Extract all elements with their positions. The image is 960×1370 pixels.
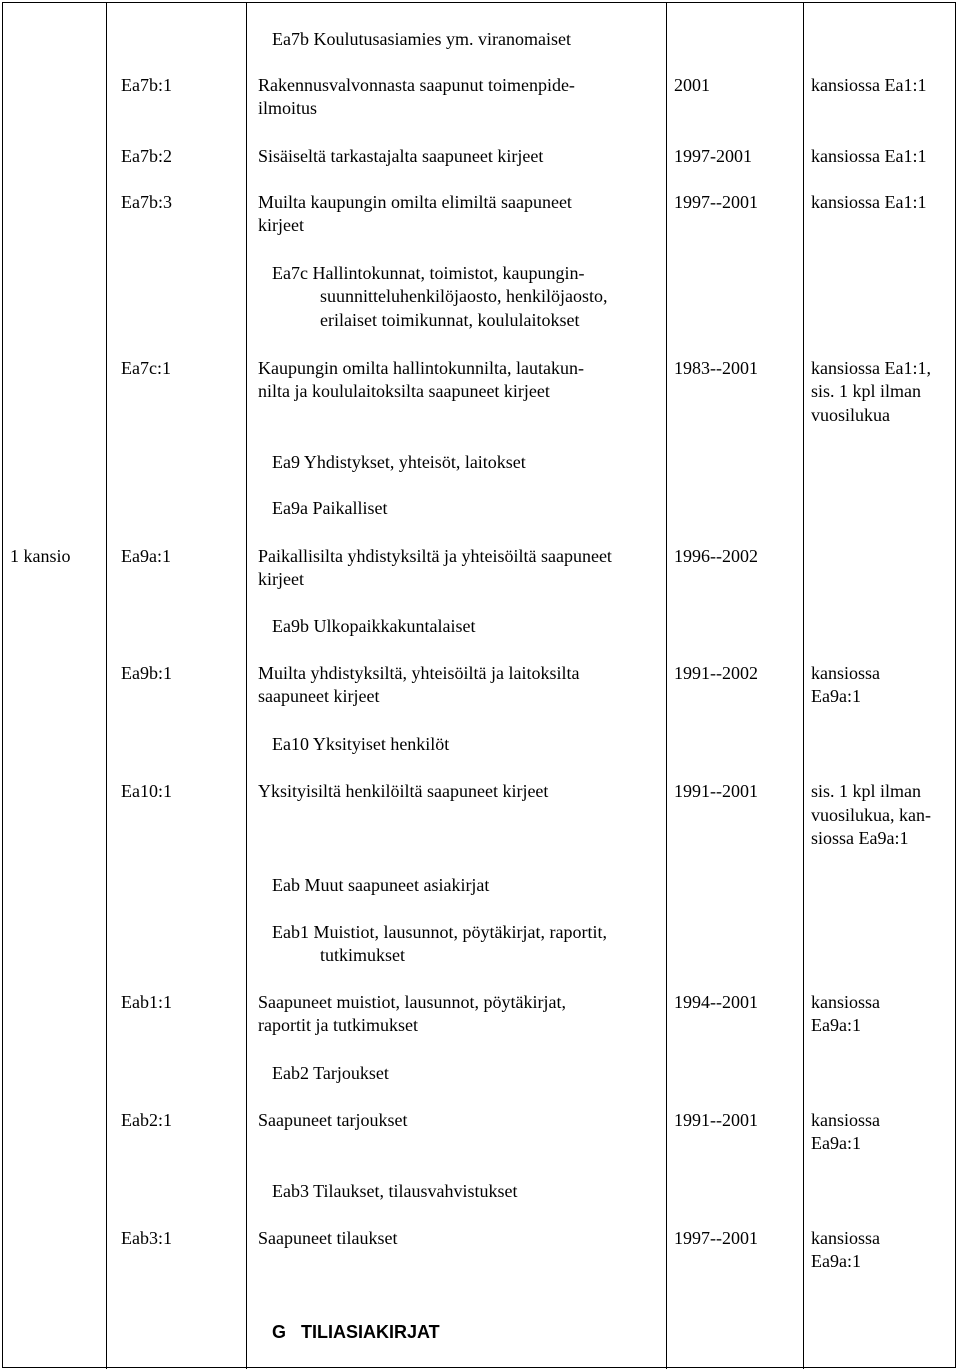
row-description: raportit ja tutkimukset — [258, 1015, 418, 1035]
row-note: Ea9a:1 — [811, 1251, 861, 1271]
row-note: siossa Ea9a:1 — [811, 828, 909, 848]
row-note: kansiossa Ea1:1, — [811, 358, 931, 378]
row-description: kirjeet — [258, 569, 304, 589]
row-code: Eab3:1 — [121, 1228, 172, 1248]
row-note: sis. 1 kpl ilman — [811, 381, 922, 401]
row-description: Kaupungin omilta hallintokunnilta, lautakun- — [258, 358, 584, 378]
section-heading: tutkimukset — [320, 945, 405, 965]
row-note: vuosilukua — [811, 405, 890, 425]
section-heading: erilaiset toimikunnat, koululaitokset — [320, 310, 580, 330]
row-code: Ea10:1 — [121, 781, 172, 801]
row-years: 1997-2001 — [674, 146, 752, 166]
row-description: Saapuneet tilaukset — [258, 1228, 398, 1248]
section-heading: Ea10 Yksityiset henkilöt — [272, 734, 450, 754]
row-note: kansiossa — [811, 1110, 880, 1130]
row-note: sis. 1 kpl ilman — [811, 781, 922, 801]
row-description: Yksityisiltä henkilöiltä saapuneet kirjeet — [258, 781, 549, 801]
column-divider — [803, 3, 804, 1369]
row-code: Ea7b:3 — [121, 192, 172, 212]
row-count: 1 kansio — [10, 546, 71, 566]
row-note: Ea9a:1 — [811, 1133, 861, 1153]
row-description: Sisäiseltä tarkastajalta saapuneet kirjeet — [258, 146, 544, 166]
row-code: Ea7b:1 — [121, 75, 172, 95]
section-heading: Eab3 Tilaukset, tilausvahvistukset — [272, 1181, 518, 1201]
row-note: vuosilukua, kan- — [811, 805, 931, 825]
row-years: 2001 — [674, 75, 710, 95]
row-description: ilmoitus — [258, 98, 318, 118]
main-heading: G TILIASIAKIRJAT — [272, 1322, 440, 1342]
row-note: kansiossa — [811, 663, 880, 683]
row-description: nilta ja koululaitoksilta saapuneet kirjeet — [258, 381, 550, 401]
section-heading: Eab Muut saapuneet asiakirjat — [272, 875, 490, 895]
row-years: 1996--2002 — [674, 546, 758, 566]
row-code: Ea7b:2 — [121, 146, 172, 166]
column-divider — [666, 3, 667, 1369]
row-years: 1997--2001 — [674, 192, 758, 212]
row-description: Saapuneet muistiot, lausunnot, pöytäkirjat, — [258, 992, 566, 1012]
row-description: Rakennusvalvonnasta saapunut toimenpide- — [258, 75, 575, 95]
row-description: Muilta kaupungin omilta elimiltä saapuneet — [258, 192, 572, 212]
row-description: Paikallisilta yhdistyksiltä ja yhteisöiltä saapuneet — [258, 546, 612, 566]
column-divider — [106, 3, 107, 1369]
section-heading: Eab1 Muistiot, lausunnot, pöytäkirjat, raportit, — [272, 922, 607, 942]
section-heading: Ea9a Paikalliset — [272, 498, 388, 518]
section-heading: Ea9 Yhdistykset, yhteisöt, laitokset — [272, 452, 526, 472]
row-description: saapuneet kirjeet — [258, 686, 380, 706]
row-note: Ea9a:1 — [811, 1015, 861, 1035]
row-note: kansiossa — [811, 992, 880, 1012]
row-code: Eab1:1 — [121, 992, 172, 1012]
row-code: Eab2:1 — [121, 1110, 172, 1130]
row-years: 1994--2001 — [674, 992, 758, 1012]
section-heading: Ea7b Koulutusasiamies ym. viranomaiset — [272, 29, 571, 49]
row-note: kansiossa — [811, 1228, 880, 1248]
column-divider — [246, 3, 247, 1369]
row-note: kansiossa Ea1:1 — [811, 75, 927, 95]
row-description: Muilta yhdistyksiltä, yhteisöiltä ja laitoksilta — [258, 663, 580, 683]
section-heading: Eab2 Tarjoukset — [272, 1063, 389, 1083]
row-note: Ea9a:1 — [811, 686, 861, 706]
section-heading: suunnitteluhenkilöjaosto, henkilöjaosto, — [320, 286, 608, 306]
row-note: kansiossa Ea1:1 — [811, 192, 927, 212]
section-heading: Ea9b Ulkopaikkakuntalaiset — [272, 616, 476, 636]
row-code: Ea9a:1 — [121, 546, 171, 566]
row-note: kansiossa Ea1:1 — [811, 146, 927, 166]
row-years: 1991--2002 — [674, 663, 758, 683]
row-code: Ea7c:1 — [121, 358, 171, 378]
row-years: 1991--2001 — [674, 781, 758, 801]
row-years: 1991--2001 — [674, 1110, 758, 1130]
row-description: Saapuneet tarjoukset — [258, 1110, 408, 1130]
row-years: 1997--2001 — [674, 1228, 758, 1248]
section-heading: Ea7c Hallintokunnat, toimistot, kaupungin- — [272, 263, 585, 283]
row-code: Ea9b:1 — [121, 663, 172, 683]
row-description: kirjeet — [258, 215, 304, 235]
row-years: 1983--2001 — [674, 358, 758, 378]
